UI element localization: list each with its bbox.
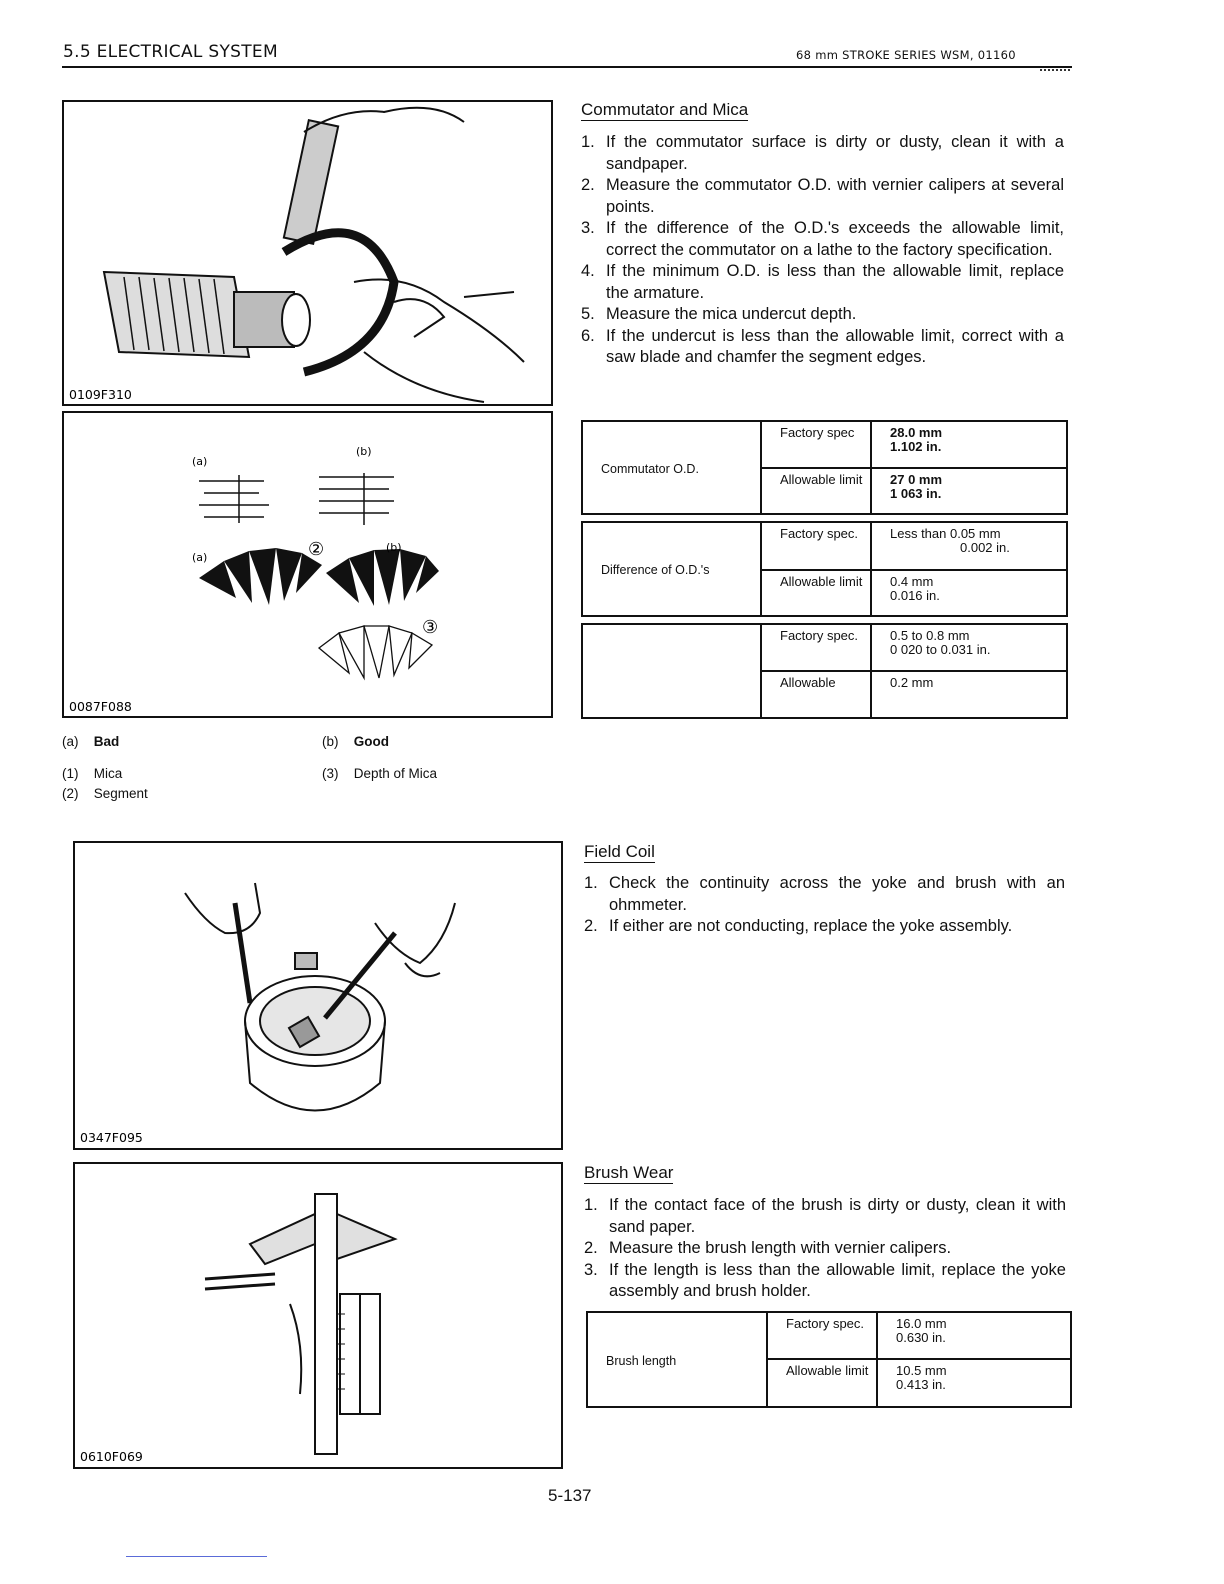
label-2: ② [308,539,325,560]
mica-depth-factory-value: 0.5 to 0.8 mm 0 020 to 0.031 in. [871,624,1067,671]
figure-commutator-measure [62,100,553,406]
legend-2 [62,786,148,801]
commutator-od-allow-value: 27 0 mm 1 063 in. [871,468,1067,514]
field-coil-step-2: 2. If either are not conducting, replace the yoke assembly. [584,917,1013,935]
page-number: 5-137 [548,1486,592,1505]
commutator-measure-illustration [64,102,551,404]
figure-code-2: 0087F088 [69,699,132,714]
commutator-od-factory-value: 28.0 mm 1.102 in. [871,421,1067,468]
brush-length-allow-value: 10.5 mm 0.413 in. [877,1359,1071,1407]
legend-1 [62,766,122,781]
figure-field-coil [73,841,563,1150]
legend-a [62,734,119,749]
brush-length-factory-value: 16.0 mm 0.630 in. [877,1312,1071,1359]
figure-code-4: 0610F069 [80,1449,143,1464]
legend-2-key: (2) [62,786,79,801]
legend-b-text: Good [353,734,390,749]
field-coil-title: Field Coil [584,842,655,861]
mica-depth-factory-label: Factory spec. [761,624,871,671]
series-header: 68 mm STROKE SERIES WSM, 01160 [796,48,1016,62]
figure-brush-measure [73,1162,563,1469]
od-difference-factory-label: Factory spec. [761,522,871,570]
brush-wear-title: Brush Wear [584,1163,674,1182]
commutator-title: Commutator and Mica [581,100,749,119]
mica-depth-allow-value: 0.2 mm [871,671,1067,718]
label-3: ③ [422,617,439,638]
commutator-od-item: Commutator O.D. [582,421,761,514]
figure-code-1: 0109F310 [69,387,132,402]
mica-depth-allow-label: Allowable [761,671,871,718]
brush-measure-illustration [75,1164,561,1467]
field-coil-illustration [75,843,561,1148]
spec-table-mica-depth [581,623,1068,719]
label-b-top: (b) [356,445,372,458]
od-difference-item: Difference of O.D.'s [582,522,761,616]
commutator-steps [581,132,1064,369]
figure-code-3: 0347F095 [80,1130,143,1145]
legend-a-text: Bad [93,734,120,749]
field-coil-steps [584,873,1065,938]
header-dots [1040,69,1070,71]
commutator-step-1: 1. If the commutator surface is dirty or dusty, clean it with a sandpaper. [581,133,1064,173]
spec-table-brush-length [586,1311,1072,1408]
legend-1-text: Mica [93,766,123,781]
commutator-od-factory-label: Factory spec [761,421,871,468]
od-difference-factory-value: Less than 0.05 mm 0.002 in. [871,522,1067,570]
commutator-step-4: 4. If the minimum O.D. is less than the allowable limit, replace the armature. [581,262,1064,302]
legend-b [322,734,389,749]
od-difference-allow-label: Allowable limit [761,570,871,616]
label-b-bottom: (b) [386,541,402,554]
commutator-od-allow-label: Allowable limit [761,468,871,514]
figure-mica-undercut [62,411,553,718]
legend-b-key: (b) [322,734,339,749]
header-rule [62,66,1072,68]
legend-1-key: (1) [62,766,79,781]
mica-undercut-illustration [64,413,551,716]
brush-step-3: 3. If the length is less than the allowable limit, replace the yoke assembly and brush holder. [584,1260,1066,1300]
spec-table-commutator-od [581,420,1068,515]
field-coil-step-1: 1. Check the continuity across the yoke and brush with an ohmmeter. [584,874,1065,914]
legend-a-key: (a) [62,734,79,749]
brush-length-allow-label: Allowable limit [767,1359,877,1407]
legend-3 [322,766,437,781]
legend-2-text: Segment [93,786,148,801]
footer-link-line [126,1556,267,1557]
brush-length-factory-label: Factory spec. [767,1312,877,1359]
brush-wear-steps [584,1195,1066,1303]
brush-step-2: 2. Measure the brush length with vernier calipers. [584,1239,952,1257]
legend-3-key: (3) [322,766,339,781]
legend-3-text: Depth of Mica [353,766,438,781]
brush-length-item: Brush length [587,1312,767,1407]
label-a-top: (a) [192,455,208,468]
section-header: 5.5 ELECTRICAL SYSTEM [63,42,278,62]
commutator-step-2: 2. Measure the commutator O.D. with vernier calipers at several points. [581,176,1064,216]
od-difference-allow-value: 0.4 mm 0.016 in. [871,570,1067,616]
mica-depth-item [582,624,761,718]
commutator-step-3: 3. If the difference of the O.D.'s exceeds the allowable limit, correct the commutator on a lathe to the factory specification. [581,219,1064,259]
label-a-bottom: (a) [192,551,208,564]
commutator-step-6: 6. If the undercut is less than the allowable limit, correct with a saw blade and chamfer the segment edges. [581,326,1064,366]
commutator-step-5: 5. Measure the mica undercut depth. [581,305,857,323]
brush-step-1: 1. If the contact face of the brush is dirty or dusty, clean it with sand paper. [584,1196,1066,1236]
spec-table-od-difference [581,521,1068,617]
